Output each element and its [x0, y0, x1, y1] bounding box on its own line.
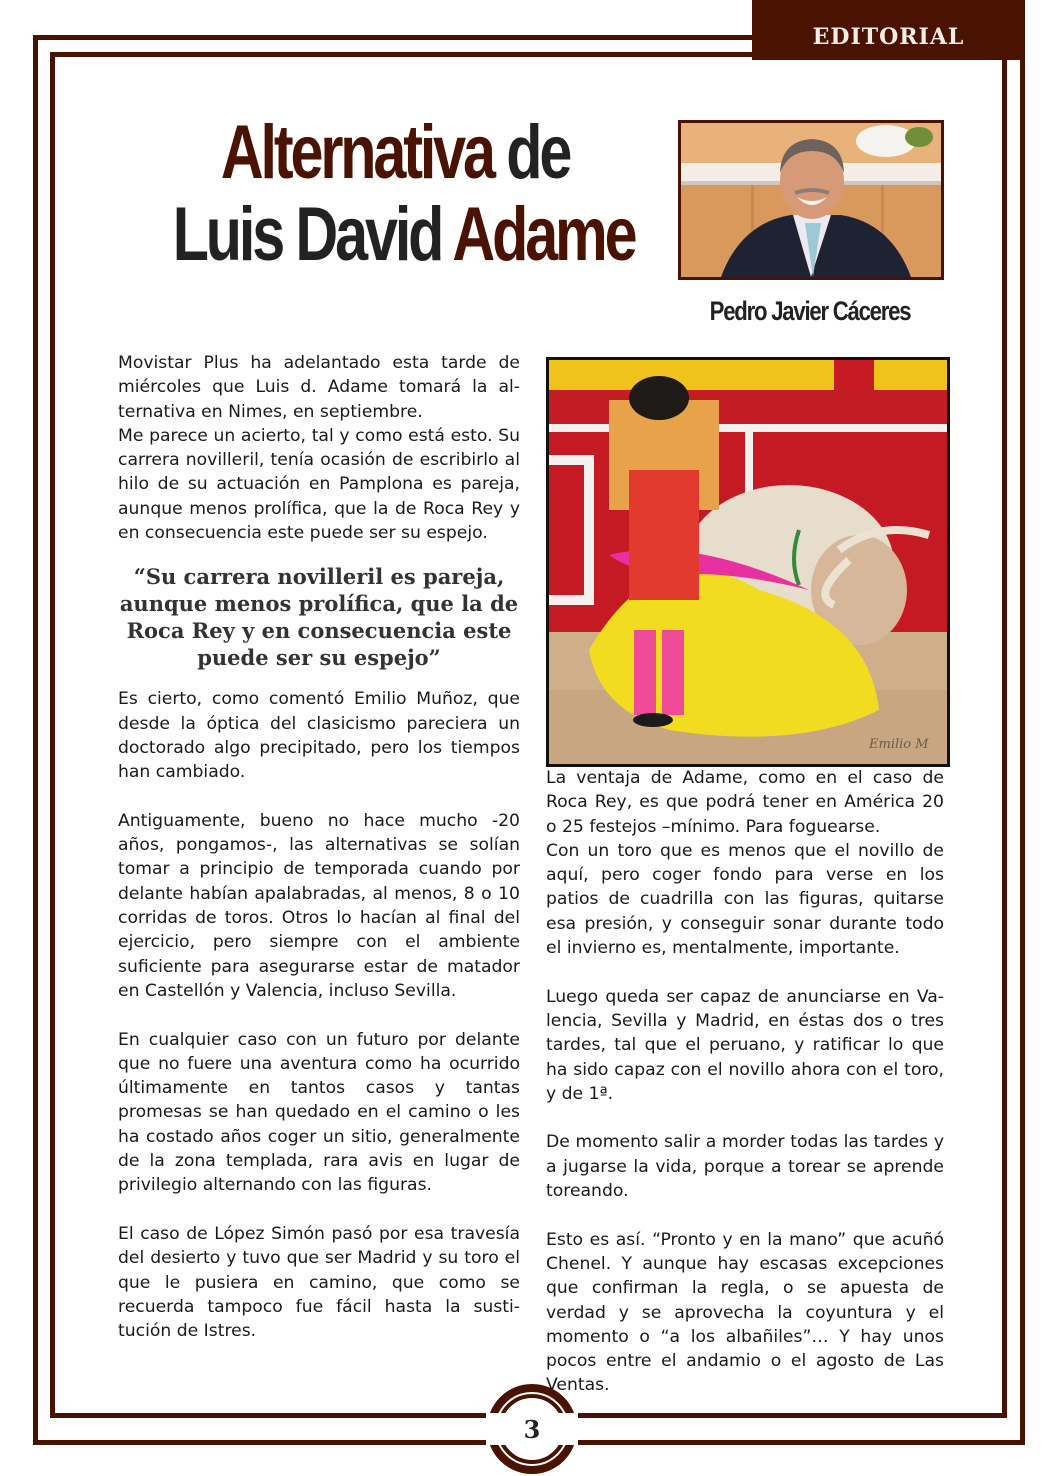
headline-line-1 — [173, 112, 618, 194]
paragraph: La ventaja de Adame, como en el caso de Roca Rey, es que podrá tener en América 20 o 25 festejos –mínimo. Para foguearse. — [546, 768, 944, 837]
headline-accent-word: Alternativa — [220, 110, 493, 195]
paragraph: Antiguamente, bueno no hace mucho -20 años, pongamos-, las alternativas se solían tomar a principio de temporada cuando por delante habían apalabradas, al menos, 8 o 10 corridas de toros. Otros lo hacían al final del ejercicio, pero siempre con el ambiente suficiente para asegurarse estar de matador en Castellón y Valencia, incluso Sevilla. — [118, 810, 520, 1001]
paragraph: De momento salir a morder todas las tardes y a jugarse la vida, porque a torear se aprende toreando. — [546, 1132, 944, 1202]
section-label: EDITORIAL — [812, 24, 965, 50]
article-headline — [172, 110, 635, 277]
paragraph: Es cierto, como comentó Emilio Muñoz, que desde la óptica del clasicismo pareciera un doctorado algo precipitado, pero los tiempos han cambiado. — [118, 689, 520, 783]
page-number: 3 — [523, 1414, 541, 1444]
paragraph: Con un toro que es menos que el novillo de aquí, pero coger fondo para verse en los patios de cuadrilla con las figuras, quitarse esa presión, y conseguir sonar durante todo el invierno es, mentalmente, importante. — [546, 840, 944, 959]
author-portrait-image — [681, 123, 941, 277]
article-column-left — [118, 351, 520, 1343]
bullfight-image — [549, 360, 947, 764]
section-tab — [752, 0, 1025, 60]
paragraph: En cualquier caso con un futuro por delante que no fuere una aventura como ha ocurrido últimamente en tantos casos y tantas promesas se han quedado en el camino o les ha costado años coger un sitio, generalmente de la zona templada, rara avis en lugar de privilegio alternando con las figuras. — [118, 1029, 520, 1196]
page-number-badge — [486, 1383, 578, 1475]
headline-accent-name: Adame — [452, 192, 635, 277]
pull-quote: “Su carrera novilleril es pareja, aunque menos prolífica, que la de Roca Rey y en consecuencia este puede ser su espejo” — [119, 564, 519, 671]
paragraph: Esto es así. “Pronto y en la mano” que acuñó Chenel. Y aunque hay escasas excepciones que confirman la regla, o se apuesta de verdad y se aprovecha la coyuntura y el momento o “a los albañiles”… Y hay unos pocos entre el andamio o el agosto de Las Ventas. — [546, 1229, 944, 1396]
paragraph: Movistar Plus ha adelantado esta tarde de miércoles que Luis d. Adame tomará la alternativa en Nimes, en septiembre. — [118, 353, 520, 422]
author-byline: Pedro Javier Cáceres — [709, 296, 911, 326]
paragraph: Luego queda ser capaz de anunciarse en Valencia, Sevilla y Madrid, en éstas dos o tres tardes, tal que el peruano, y ratificar lo que ha sido capaz con el novillo ahora con el toro, y de 1ª. — [546, 986, 944, 1104]
article-column-right — [546, 766, 944, 1398]
paragraph: Me parece un acierto, tal y como está esto. Su carrera novilleril, tenía ocasión de escribirlo al hilo de su actuación en Pamplona es pareja, aunque menos prolífica, que la de Roca Rey y en consecuencia este puede ser su espejo. — [118, 425, 520, 544]
headline-dark-words: Luis David — [172, 192, 453, 277]
headline-dark-word: de — [492, 110, 570, 195]
author-photo — [678, 120, 944, 280]
headline-line-2 — [172, 192, 635, 277]
bullfight-photo — [546, 357, 950, 767]
photo-credit: Emilio M — [869, 737, 929, 752]
paragraph: El caso de López Simón pasó por esa travesía del desierto y tuvo que ser Madrid y su toro el que le pusiera en camino, que como se recuerda tampoco fue fácil hasta la sustitución de Istres. — [118, 1223, 520, 1342]
